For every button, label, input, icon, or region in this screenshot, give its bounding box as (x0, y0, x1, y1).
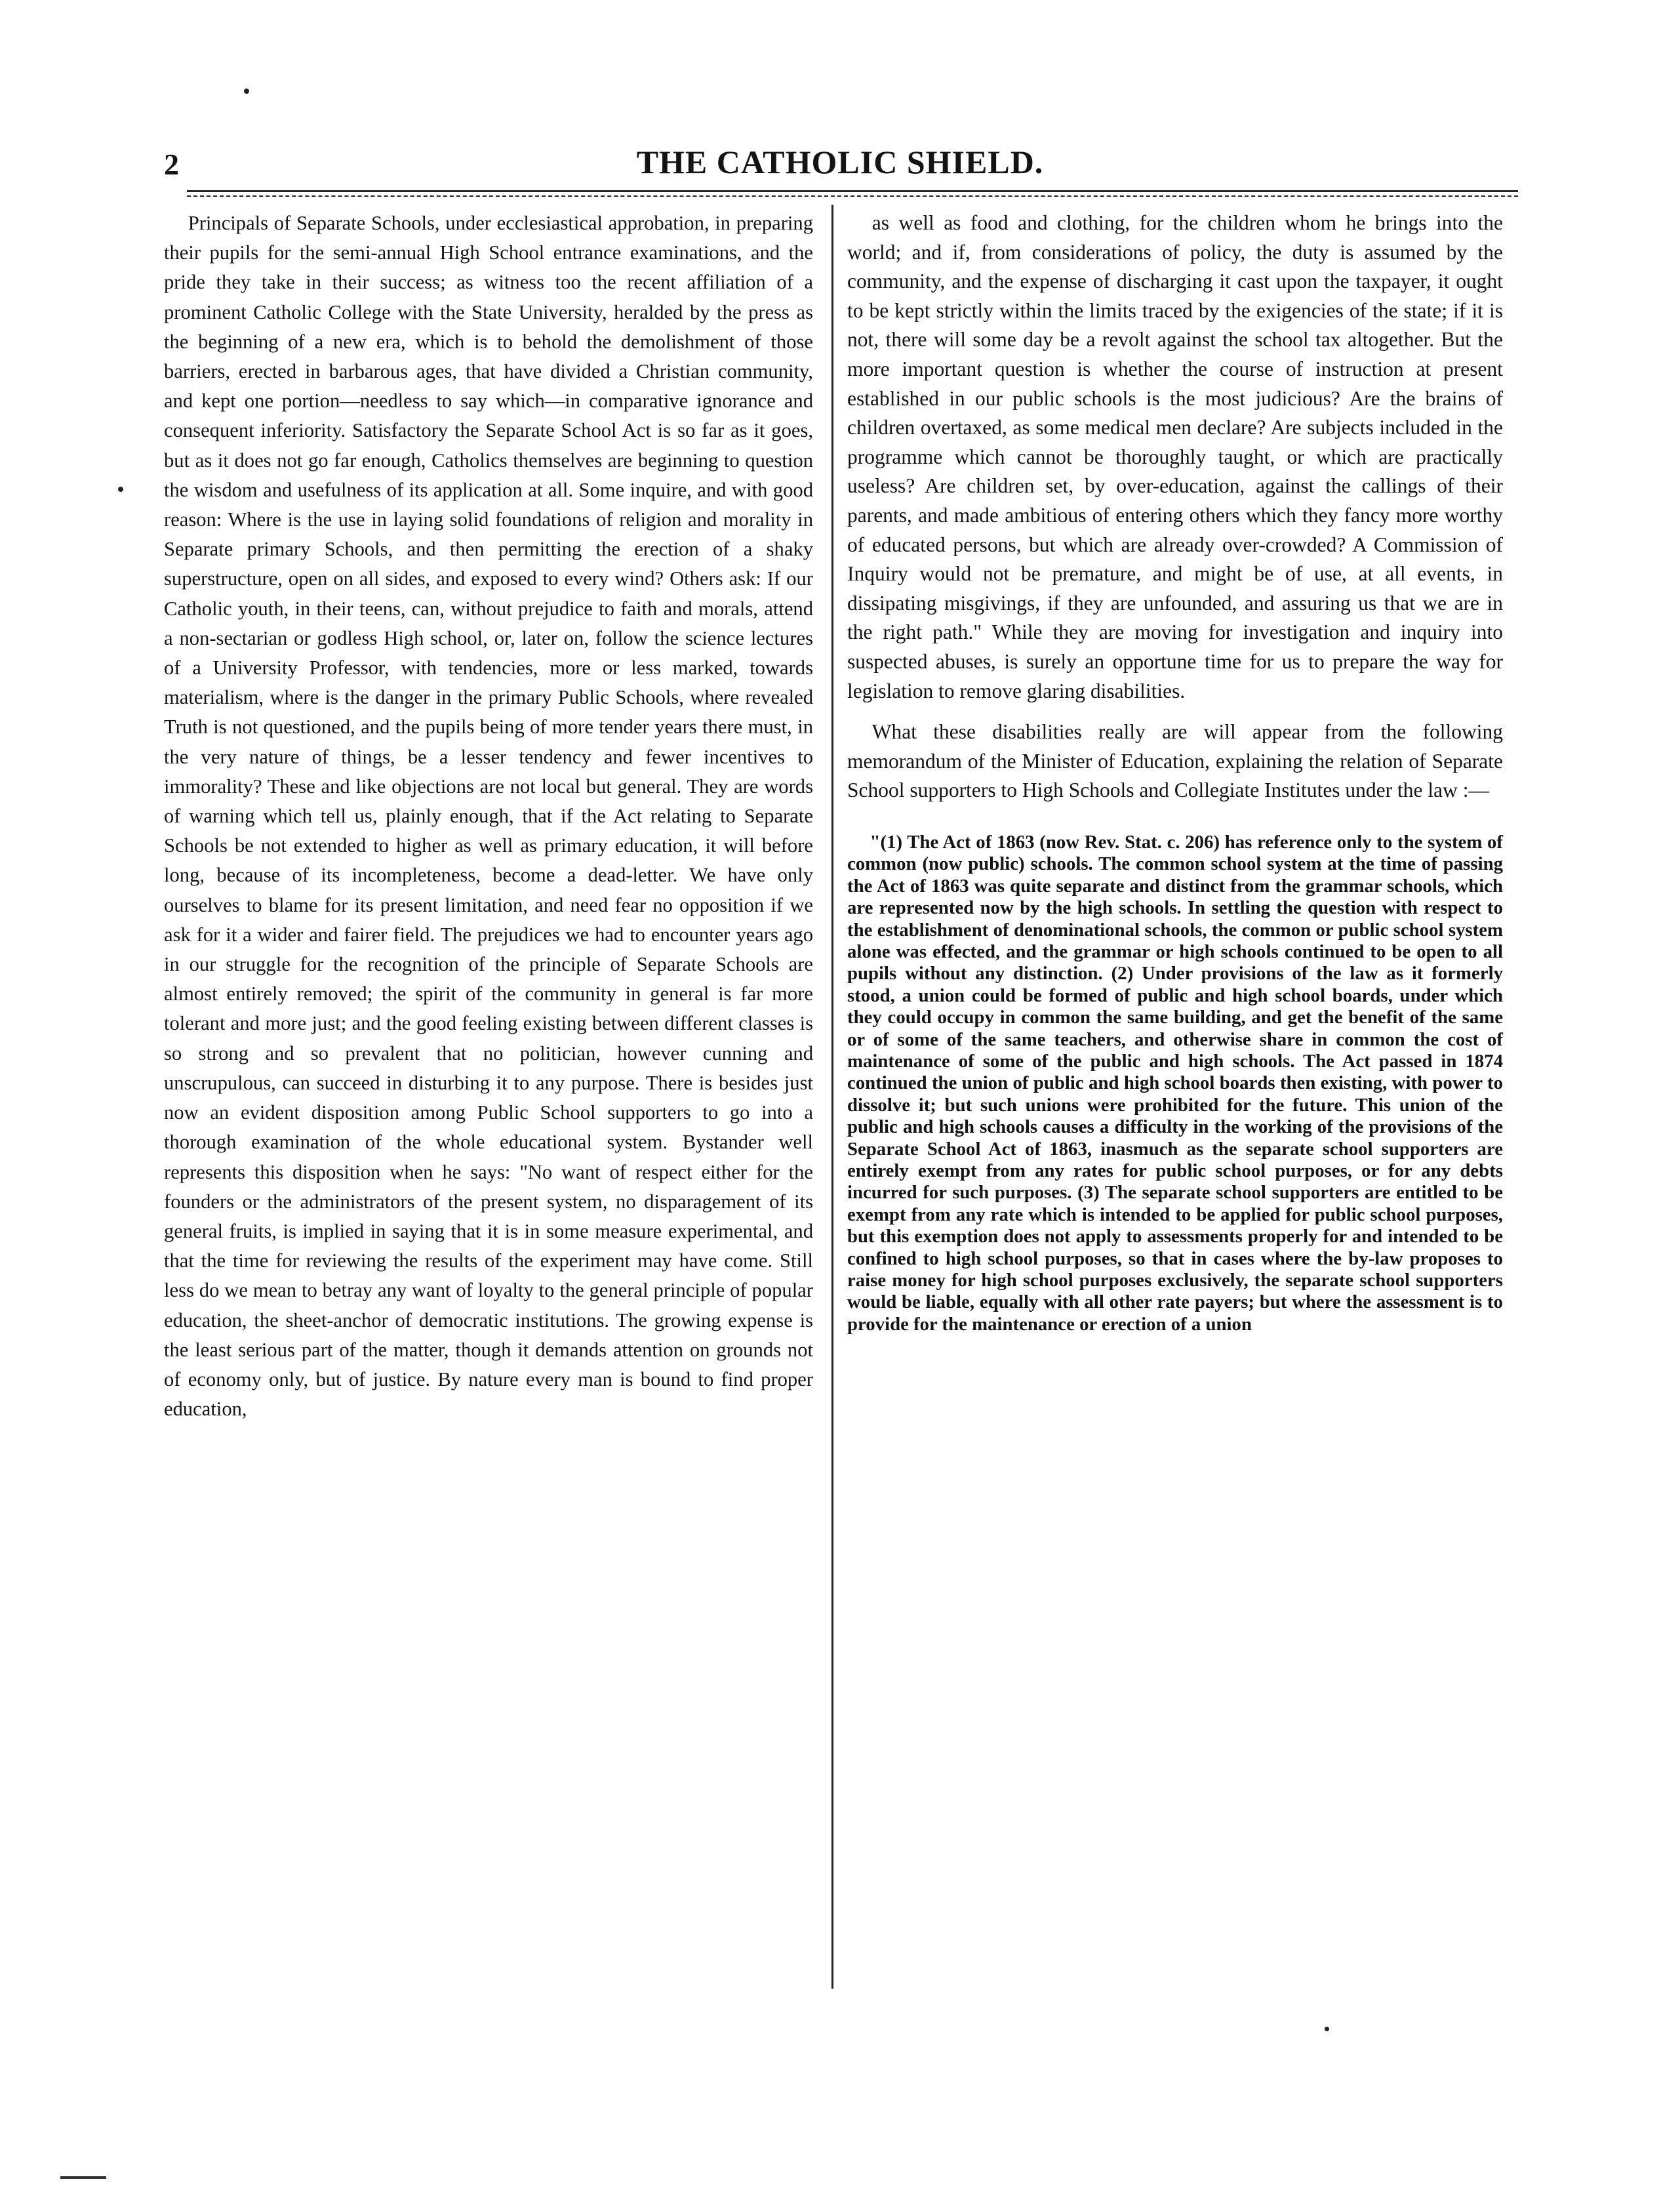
right-paragraph: as well as food and clothing, for the children whom he brings into the world; and if, from considerations of policy, the duty is assumed by the community, and the expense of discharging it cast upon the taxpayer, it ought to be kept strictly within the limits traced by the exigencies of the state; if it is not, there will some day be a revolt against the school tax altogether. But the more important question is whether the course of instruction at present established in our public schools is the most judicious? Are the brains of children overtaxed, as some medical men declare? Are subjects included in the programme which cannot be thoroughly taught, or which are practically useless? Are children set, by over-education, against the callings of their parents, and made ambitious of entering others which they fancy more worthy of educated persons, but which are already over-crowded? A Commission of Inquiry would not be premature, and might be of use, at all events, in dissipating misgivings, if they are unfounded, and assuring us that we are in the right path." While they are moving for investigation and inquiry into suspected abuses, is surely an opportune time for us to prepare the way for legislation to remove glaring disabilities. (847, 211, 1503, 702)
ink-speck (118, 487, 123, 492)
right-paragraph: What these disabilities really are will appear from the following memorandum of the Minister of Education, explaining the relation of Separate School supporters to High Schools and Collegiate Institutes under the law :— (847, 720, 1503, 802)
ink-speck (244, 89, 249, 94)
header-rule (187, 190, 1518, 192)
header-rule-dashed (187, 195, 1518, 197)
page-number: 2 (164, 148, 179, 181)
margin-mark (60, 2176, 106, 2179)
masthead-title: THE CATHOLIC SHIELD. (636, 144, 1044, 180)
left-paragraph: Principals of Separate Schools, under ecclesiastical approbation, in preparing their pupils for the semi-annual High School entrance examinations, and the pride they take in their success; as witness too the recent affiliation of a prominent Catholic College with the State University, heralded by the press as the beginning of a new era, which is to behold the demolishment of those barriers, erected in barbarous ages, that have divided a Christian community, and kept one portion—needless to say which—in comparative ignorance and consequent inferiority. Satisfactory the Separate School Act is so far as it goes, but as it does not go far enough, Catholics themselves are beginning to question the wisdom and usefulness of its application at all. Some inquire, and with good reason: Where is the use in laying solid foundations of religion and morality in Separate primary Schools, and then permitting the erection of a shaky superstructure, open on all sides, and exposed to every wind? Others ask: If our Catholic youth, in their teens, can, without prejudice to faith and morals, attend a non-sectarian or godless High school, or, later on, follow the science lectures of a University Professor, with tendencies, more or less marked, towards materialism, where is the danger in the primary Public Schools, where revealed Truth is not questioned, and the pupils being of more tender years there must, in the very nature of things, be a lesser tendency and fewer incentives to immorality? These and like objections are not local but general. They are words of warning which tell us, plainly enough, that if the Act relating to Separate Schools be not extended to higher as well as primary education, it will before long, because of its incompleteness, become a dead-letter. We have only ourselves to blame for its present limitation, and need fear no opposition if we ask for it a wider and fairer field. The prejudices we had to encounter years ago in our struggle for the recognition of the principle of Separate Schools are almost entirely removed; the spirit of the community in general is far more tolerant and more just; and the good feeling existing between different classes is so strong and so prevalent that no politician, however cunning and unscrupulous, can succeed in disturbing it to any purpose. There is besides just now an evident disposition among Public School supporters to go into a thorough examination of the whole educational system. Bystander well represents this disposition when he says: "No want of respect either for the founders or the administrators of the present system, no disparagement of its general fruits, is implied in saying that it is in some measure experimental, and that the time for reviewing the results of the experiment may have come. Still less do we mean to betray any want of loyalty to the general principle of popular education, the sheet-anchor of democratic institutions. The growing expense is the least serious part of the matter, though it demands attention on grounds not of economy only, but of justice. By nature every man is bound to find proper education, (164, 212, 813, 1421)
right-column (847, 209, 1503, 1335)
left-column (164, 209, 813, 1424)
column-divider (831, 205, 833, 1989)
memorandum-quote: "(1) The Act of 1863 (now Rev. Stat. c. 206) has reference only to the system of common (now public) schools. The common school system at the time of passing the Act of 1863 was quite separate and distinct from the grammar schools, which are represented now by the high schools. In settling the question with respect to the establishment of denominational schools, the common or public school system alone was effected, and the grammar or high schools continued to be open to all pupils without any distinction. (2) Under provisions of the law as it formerly stood, a union could be formed of public and high school boards, under which they could occupy in common the same building, and get the benefit of the same or of some of the same teachers, and otherwise share in common the cost of maintenance of some of the public and high schools. The Act passed in 1874 continued the union of public and high school boards then existing, with power to dissolve it; but such unions were prohibited for the future. This union of the public and high schools causes a difficulty in the working of the provisions of the Separate School Act of 1863, inasmuch as the separate school supporters are entirely exempt from any rates for public school purposes, or for any debts incurred for such purposes. (3) The separate school supporters are entitled to be exempt from any rate which is intended to be applied for public school purposes, but this exemption does not apply to assessments properly for and intended to be confined to high school purposes, so that in cases where the by-law proposes to raise money for high school purposes exclusively, the separate school supporters would be liable, equally with all other rate payers; but where the assessment is to provide for the maintenance or erection of a union (847, 831, 1503, 1335)
ink-speck (1325, 2027, 1329, 2031)
